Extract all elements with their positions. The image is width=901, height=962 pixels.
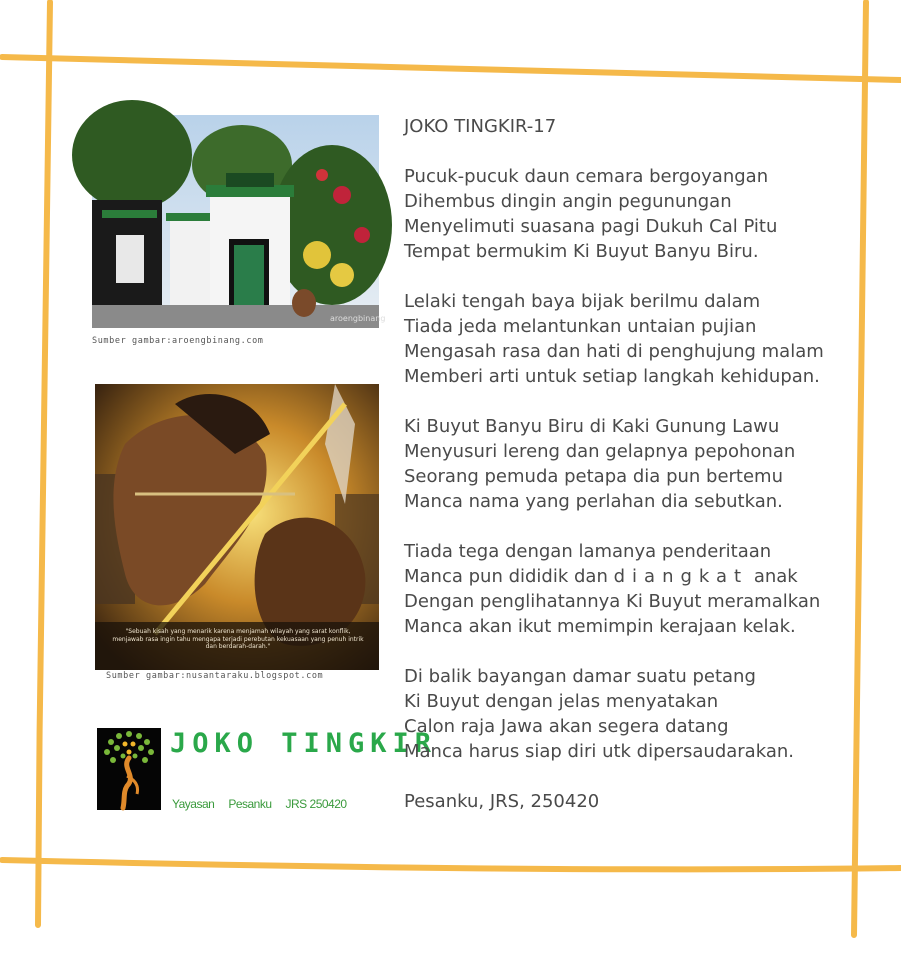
logo-sub-code: JRS 250420 [285,797,347,811]
poem-line: Ki Buyut Banyu Biru di Kaki Gunung Lawu [404,416,780,437]
poem-stanza [404,664,884,764]
poem-line: Seorang pemuda petapa dia pun bertemu [404,466,784,487]
poem-line: Dengan penglihatannya Ki Buyut meramalkan [404,591,821,612]
tomb-building-photo [92,115,386,328]
battle-image-quote: "Sebuah kisah yang menarik karena menjamah wilayah yang sarat konflik, menjawab rasa ingin tahu mengapa terjadi perebutan kekuasaan yang penuh intrik dan berdarah-darah." [112,628,364,650]
poem-line: Dihembus dingin angin pegunungan [404,191,732,212]
poem-stanza [404,164,884,264]
logo-title: JOKO TINGKIR [170,728,438,759]
top-photo-watermark: aroengbinang [330,314,386,323]
battle-painting-image [95,384,379,670]
poem-line: Manca harus siap diri utk dipersaudarakan. [404,741,794,762]
logo-subtitle [172,797,361,811]
poem-line: Pucuk-pucuk daun cemara bergoyangan [404,166,769,187]
bottom-image-caption: Sumber gambar:nusantaraku.blogspot.com [106,671,324,681]
top-photo-caption: Sumber gambar:aroengbinang.com [92,336,264,346]
poem-line: Calon raja Jawa akan segera datang [404,716,729,737]
logo-sub-yayasan: Yayasan [172,797,215,811]
poem-line: Mengasah rasa dan hati di penghujung malam [404,341,824,362]
poem-line: Menyusuri lereng dan gelapnya pepohonan [404,441,796,462]
poem-line: Lelaki tengah baya bijak berilmu dalam [404,291,761,312]
poem-line [404,564,884,589]
poem-line-start: Manca pun dididik dan [404,566,608,587]
poem-spaced-word: diangkat [613,566,749,587]
poem-line: Manca nama yang perlahan dia sebutkan. [404,491,783,512]
poem-line: Tiada tega dengan lamanya penderitaan [404,541,772,562]
poem-stanza [404,414,884,514]
poem-title: JOKO TINGKIR-17 [404,116,557,137]
poem-signature: Pesanku, JRS, 250420 [404,791,600,812]
poem-line: Ki Buyut dengan jelas menyatakan [404,691,719,712]
poem-line: Memberi arti untuk setiap langkah kehidupan. [404,366,820,387]
tree-person-logo-icon [97,728,161,810]
poem-stanza [404,539,884,639]
poem-line: Di balik bayangan damar suatu petang [404,666,756,687]
poem-line: Manca akan ikut memimpin kerajaan kelak. [404,616,796,637]
poem-stanza [404,289,884,389]
logo-sub-pesanku: Pesanku [228,797,272,811]
poem [404,114,884,814]
poem-line: Tiada jeda melantunkan untaian pujian [404,316,757,337]
poem-line: Tempat bermukim Ki Buyut Banyu Biru. [404,241,759,262]
poem-line-tail: anak [748,566,798,587]
poem-line: Menyelimuti suasana pagi Dukuh Cal Pitu [404,216,778,237]
